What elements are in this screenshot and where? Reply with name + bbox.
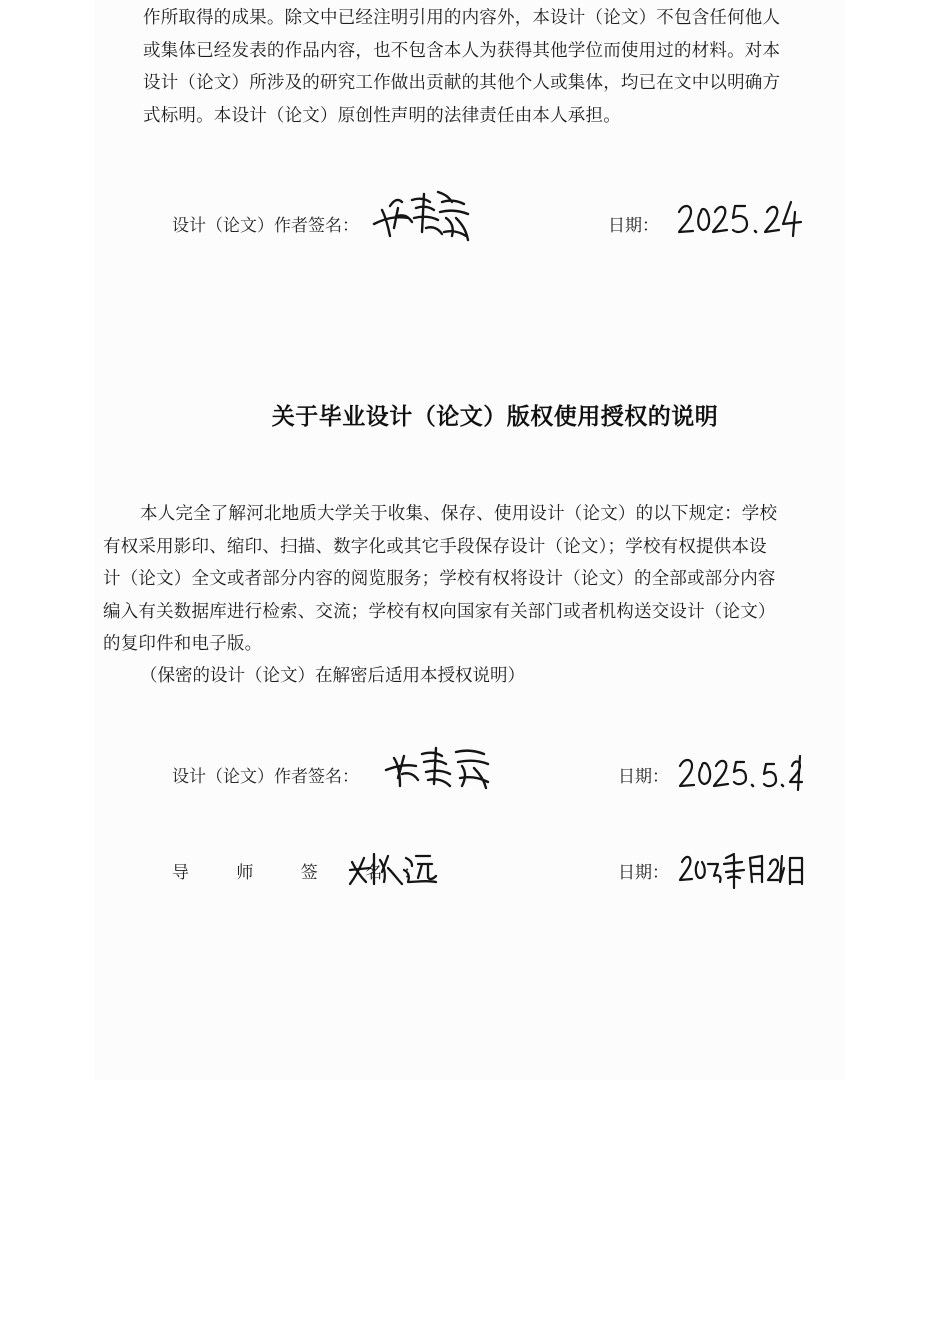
authorization-line: 有权采用影印、缩印、扫描、数字化或其它手段保存设计（论文）；学校有权提供本设 xyxy=(103,536,767,557)
date-label-3: 日期： xyxy=(618,863,669,883)
author-signature-label-2: 设计（论文）作者签名： xyxy=(172,767,359,787)
declaration-line: 或集体已经发表的作品内容，也不包含本人为获得其他学位而使用过的材料。对本 xyxy=(143,40,781,61)
declaration-line: 设计（论文）所涉及的研究工作做出贡献的其他个人或集体，均已在文中以明确方 xyxy=(143,73,781,93)
date-label-1: 日期： xyxy=(608,216,659,236)
advisor-signature-label: 导 师 签 名： xyxy=(172,863,442,883)
confidential-note: （保密的设计（论文）在解密后适用本授权说明） xyxy=(140,666,525,686)
author-signature-label-1: 设计（论文）作者签名： xyxy=(172,216,359,236)
authorization-line: 计（论文）全文或者部分内容的阅览服务；学校有权将设计（论文）的全部或部分内容 xyxy=(103,569,776,589)
declaration-paragraph xyxy=(143,2,843,132)
advisor-signature xyxy=(346,846,446,888)
date-handwriting-2 xyxy=(676,752,806,794)
authorization-title: 关于毕业设计（论文）版权使用授权的说明 xyxy=(271,403,719,430)
authorization-line: 本人完全了解河北地质大学关于收集、保存、使用设计（论文）的以下规定：学校 xyxy=(140,504,778,524)
authorization-line: 的复印件和电子版。 xyxy=(103,634,263,654)
authorization-paragraph xyxy=(103,498,843,661)
date-handwriting-3 xyxy=(678,848,808,892)
declaration-line: 式标明。本设计（论文）原创性声明的法律责任由本人承担。 xyxy=(143,105,621,126)
date-label-2: 日期： xyxy=(618,767,669,787)
date-handwriting-1 xyxy=(675,198,805,240)
authorization-line: 编入有关数据库进行检索、交流；学校有权向国家有关部门或者机构送交设计（论文） xyxy=(103,601,776,622)
author-signature-2 xyxy=(378,744,498,792)
author-signature-1 xyxy=(368,188,478,246)
declaration-line: 作所取得的成果。除文中已经注明引用的内容外，本设计（论文）不包含任何他人 xyxy=(143,8,781,28)
